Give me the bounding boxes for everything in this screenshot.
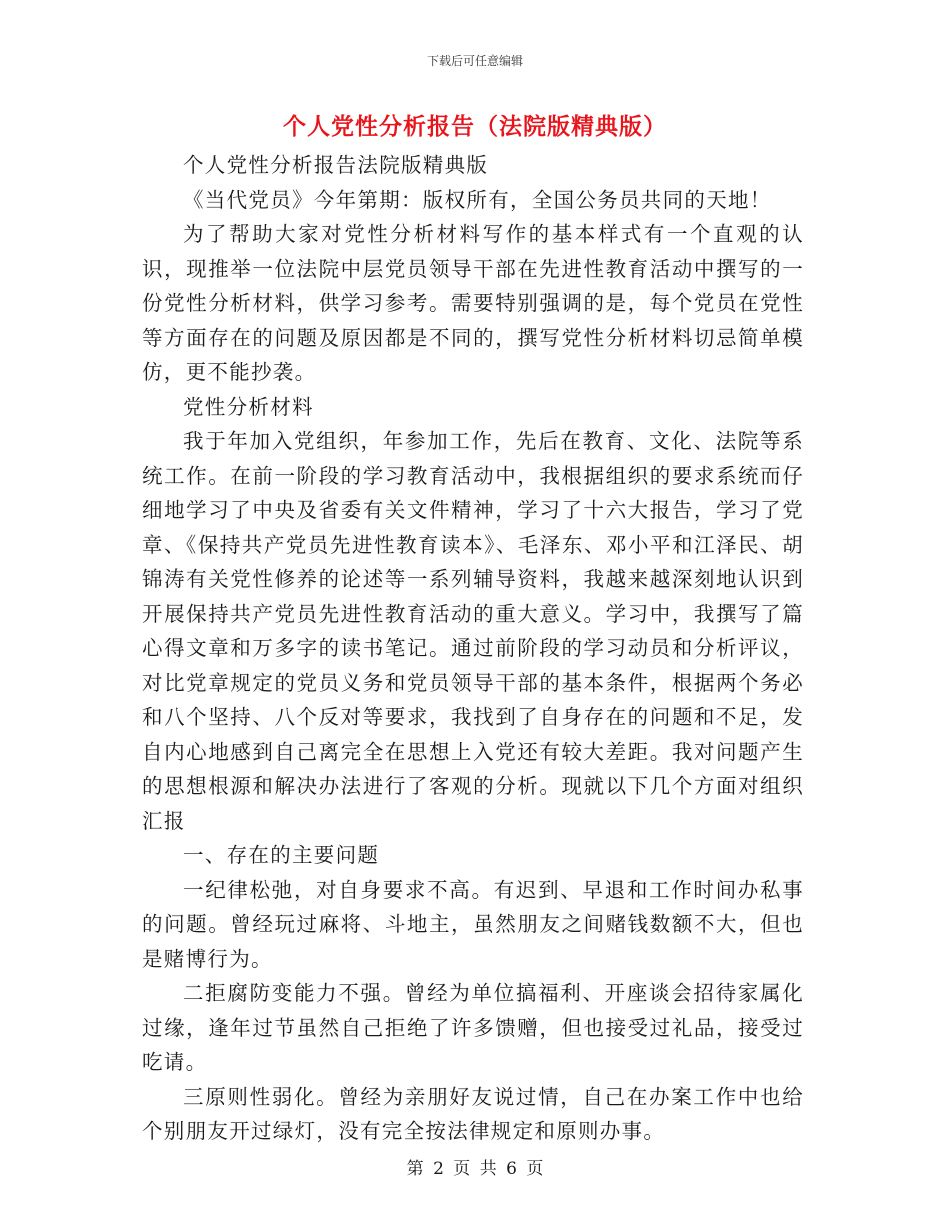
paragraph-problem-3: 三原则性弱化。曾经为亲朋好友说过情，自己在办案工作中也给个别朋友开过绿灯，没有完全按法律规定和原则办事。 <box>142 1084 804 1143</box>
paragraph-problem-2: 二拒腐防变能力不强。曾经为单位搞福利、开座谈会招待家属化过缘，逢年过节虽然自己拒绝了许多馈赠，但也接受过礼品，接受过吃请。 <box>142 981 804 1074</box>
paragraph-problem-1: 一纪律松弛，对自身要求不高。有迟到、早退和工作时间办私事的问题。曾经玩过麻将、斗地主，虽然朋友之间赌钱数额不大，但也是赌博行为。 <box>142 877 804 971</box>
document-title: 个人党性分析报告（法院版精典版） <box>283 113 667 140</box>
paragraph-subtitle: 个人党性分析报告法院版精典版 <box>183 153 489 177</box>
paragraph-source: 《当代党员》今年第期：版权所有，全国公务员共同的天地！ <box>183 187 772 212</box>
document-body <box>142 148 804 1149</box>
paragraph-problems-heading: 一、存在的主要问题 <box>183 843 380 867</box>
page-number-footer: 第 2 页 共 6 页 <box>406 1159 544 1179</box>
paragraph-intro: 为了帮助大家对党性分析材料写作的基本样式有一个直观的认识，现推举一位法院中层党员领导干部在先进性教育活动中撰写的一份党性分析材料，供学习参考。需要特别强调的是，每个党员在党性等方面存在的问题及原因都是不同的，撰写党性分析材料切忌简单模仿，更不能抄袭。 <box>142 222 804 384</box>
paragraph-section-heading: 党性分析材料 <box>183 394 314 419</box>
page-header-note: 下载后可任意编辑 <box>426 54 523 68</box>
paragraph-background: 我于年加入党组织，年参加工作，先后在教育、文化、法院等系统工作。在前一阶段的学习教育活动中，我根据组织的要求系统而仔细地学习了中央及省委有关文件精神，学习了十六大报告，学习了党章、《保持共产党员先进性教育读本》、毛泽东、邓小平和江泽民、胡锦涛有关党性修养的论述等一系列辅导资料，我越来越深刻地认识到开展保持共产党员先进性教育活动的重大意义。学习中，我撰写了篇心得文章和万多字的读书笔记。通过前阶段的学习动员和分析评议，对比党章规定的党员义务和党员领导干部的基本条件，根据两个务必和八个坚持、八个反对等要求，我找到了自身存在的问题和不足，发自内心地感到自己离完全在思想上入党还有较大差距。我对问题产生的思想根源和解决办法进行了客观的分析。现就以下几个方面对组织汇报 <box>142 429 804 833</box>
